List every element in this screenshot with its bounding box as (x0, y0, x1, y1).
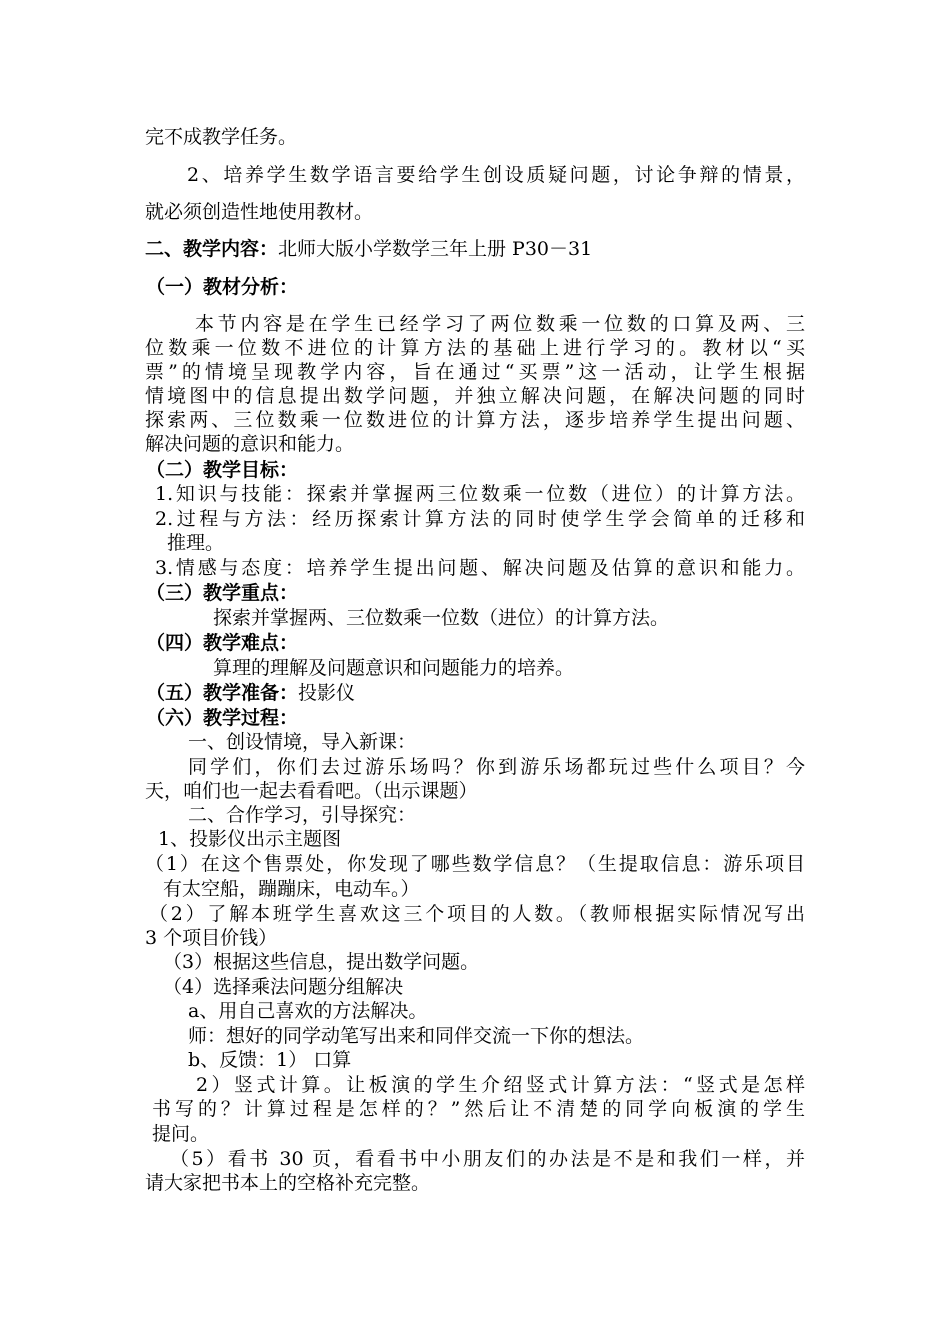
line-text: 解决问题的意识和能力。 (145, 433, 355, 455)
line-text: （2）了解本班学生喜欢这三个项目的人数。（教师根据实际情况写出 (149, 903, 805, 925)
section-heading: 二、教学内容： (145, 238, 279, 260)
text-line (145, 778, 478, 804)
text-line (213, 605, 669, 631)
line-text: 算理的理解及问题意识和问题能力的培养。 (213, 657, 575, 679)
text-line (163, 876, 420, 902)
line-text: 同学们，你们去过游乐场吗？你到游乐场都玩过些什么项目？今 (188, 756, 805, 778)
text-line (146, 457, 298, 483)
line-text: 推理。 (167, 532, 225, 554)
text-line (195, 311, 805, 337)
text-line (145, 359, 805, 385)
line-text: 2）竖式计算。让板演的学生介绍竖式计算方法：“竖式是怎样 (196, 1074, 805, 1096)
line-text: （4）选择乘法问题分组解决 (163, 976, 404, 998)
text-line (213, 655, 574, 681)
text-line (188, 802, 416, 828)
line-text: 票”的情境呈现教学内容，旨在通过“买票”这一活动，让学生根据 (145, 361, 805, 383)
text-line (145, 199, 373, 225)
line-text: 请大家把书本上的空格补充完整。 (145, 1172, 431, 1194)
line-text: 天，咱们也一起去看看吧。（出示课题） (145, 780, 478, 802)
section-heading: （二）教学目标： (146, 459, 299, 481)
text-line (188, 1047, 351, 1073)
text-line (145, 407, 805, 433)
text-line (145, 335, 805, 361)
text-line (155, 481, 805, 507)
text-line (158, 826, 341, 852)
text-line (188, 754, 805, 780)
text-line (145, 851, 805, 877)
text-line (146, 274, 298, 300)
line-text: 二、合作学习，引导探究： (188, 804, 417, 826)
line-text: （3）根据这些信息，提出数学问题。 (163, 951, 480, 973)
text-line (155, 506, 805, 532)
text-line (188, 729, 416, 755)
text-line (152, 1096, 805, 1122)
text-line (155, 555, 805, 581)
line-text: 北师大版小学数学三年上册 P30－31 (278, 238, 593, 260)
line-text: （1）在这个售票处，你发现了哪些数学信息？（生提取信息：游乐项目 (145, 853, 805, 875)
text-line (188, 1023, 644, 1049)
text-line (188, 998, 427, 1024)
text-line (146, 680, 355, 706)
line-text: 情境图中的信息提出数学问题，并独立解决问题，在解决问题的同时 (145, 385, 805, 407)
line-text: 2、培养学生数学语言要给学生创设质疑问题，讨论争辩的情景， (187, 164, 805, 186)
text-line (167, 530, 224, 556)
line-text: 本节内容是在学生已经学习了两位数乘一位数的口算及两、三 (195, 313, 805, 335)
line-text: 有太空船，蹦蹦床，电动车。） (163, 878, 420, 900)
line-text: 探索两、三位数乘一位数进位的计算方法，逐步培养学生提出问题、 (145, 409, 805, 431)
line-text: 书写的？计算过程是怎样的？”然后让不清楚的同学向板演的学生 (152, 1098, 805, 1120)
line-text: 3 个项目价钱） (145, 927, 278, 949)
line-text: 完不成教学任务。 (145, 126, 298, 148)
line-text: 提问。 (152, 1123, 210, 1145)
text-line (145, 1170, 430, 1196)
section-heading: （五）教学准备： (146, 682, 299, 704)
line-text: 探索并掌握两、三位数乘一位数（进位）的计算方法。 (213, 607, 670, 629)
section-heading: （四）教学难点： (146, 632, 299, 654)
text-line (146, 580, 298, 606)
line-text: 位数乘一位数不进位的计算方法的基础上进行学习的。教材以“买 (145, 337, 805, 359)
text-line (152, 1121, 209, 1147)
text-line (146, 705, 298, 731)
section-heading: （六）教学过程： (146, 707, 299, 729)
text-line (170, 1146, 805, 1172)
line-text: a、用自己喜欢的方法解决。 (188, 1000, 428, 1022)
text-line (163, 949, 479, 975)
line-text: 2.过程与方法：经历探索计算方法的同时使学生学会简单的迁移和 (155, 508, 805, 530)
line-text: 1.知识与技能：探索并掌握两三位数乘一位数（进位）的计算方法。 (155, 483, 805, 505)
text-line (145, 124, 297, 150)
text-line (145, 925, 277, 951)
text-line (145, 236, 592, 262)
line-text: b、反馈：1） 口算 (188, 1049, 352, 1071)
text-line (196, 1072, 805, 1098)
line-text: 1、投影仪出示主题图 (158, 828, 342, 850)
text-line (146, 630, 298, 656)
text-line (163, 974, 403, 1000)
text-line (187, 162, 805, 188)
text-line (145, 383, 805, 409)
section-heading: （一）教材分析： (146, 276, 299, 298)
line-text: （5）看书 30 页，看看书中小朋友们的办法是不是和我们一样，并 (170, 1148, 805, 1170)
line-text: 就必须创造性地使用教材。 (145, 201, 374, 223)
text-line (149, 901, 805, 927)
line-text: 一、创设情境，导入新课： (188, 731, 417, 753)
text-line (145, 431, 354, 457)
line-text: 师：想好的同学动笔写出来和同伴交流一下你的想法。 (188, 1025, 645, 1047)
line-text: 投影仪 (298, 682, 356, 704)
section-heading: （三）教学重点： (146, 582, 299, 604)
line-text: 3.情感与态度：培养学生提出问题、解决问题及估算的意识和能力。 (155, 557, 805, 579)
